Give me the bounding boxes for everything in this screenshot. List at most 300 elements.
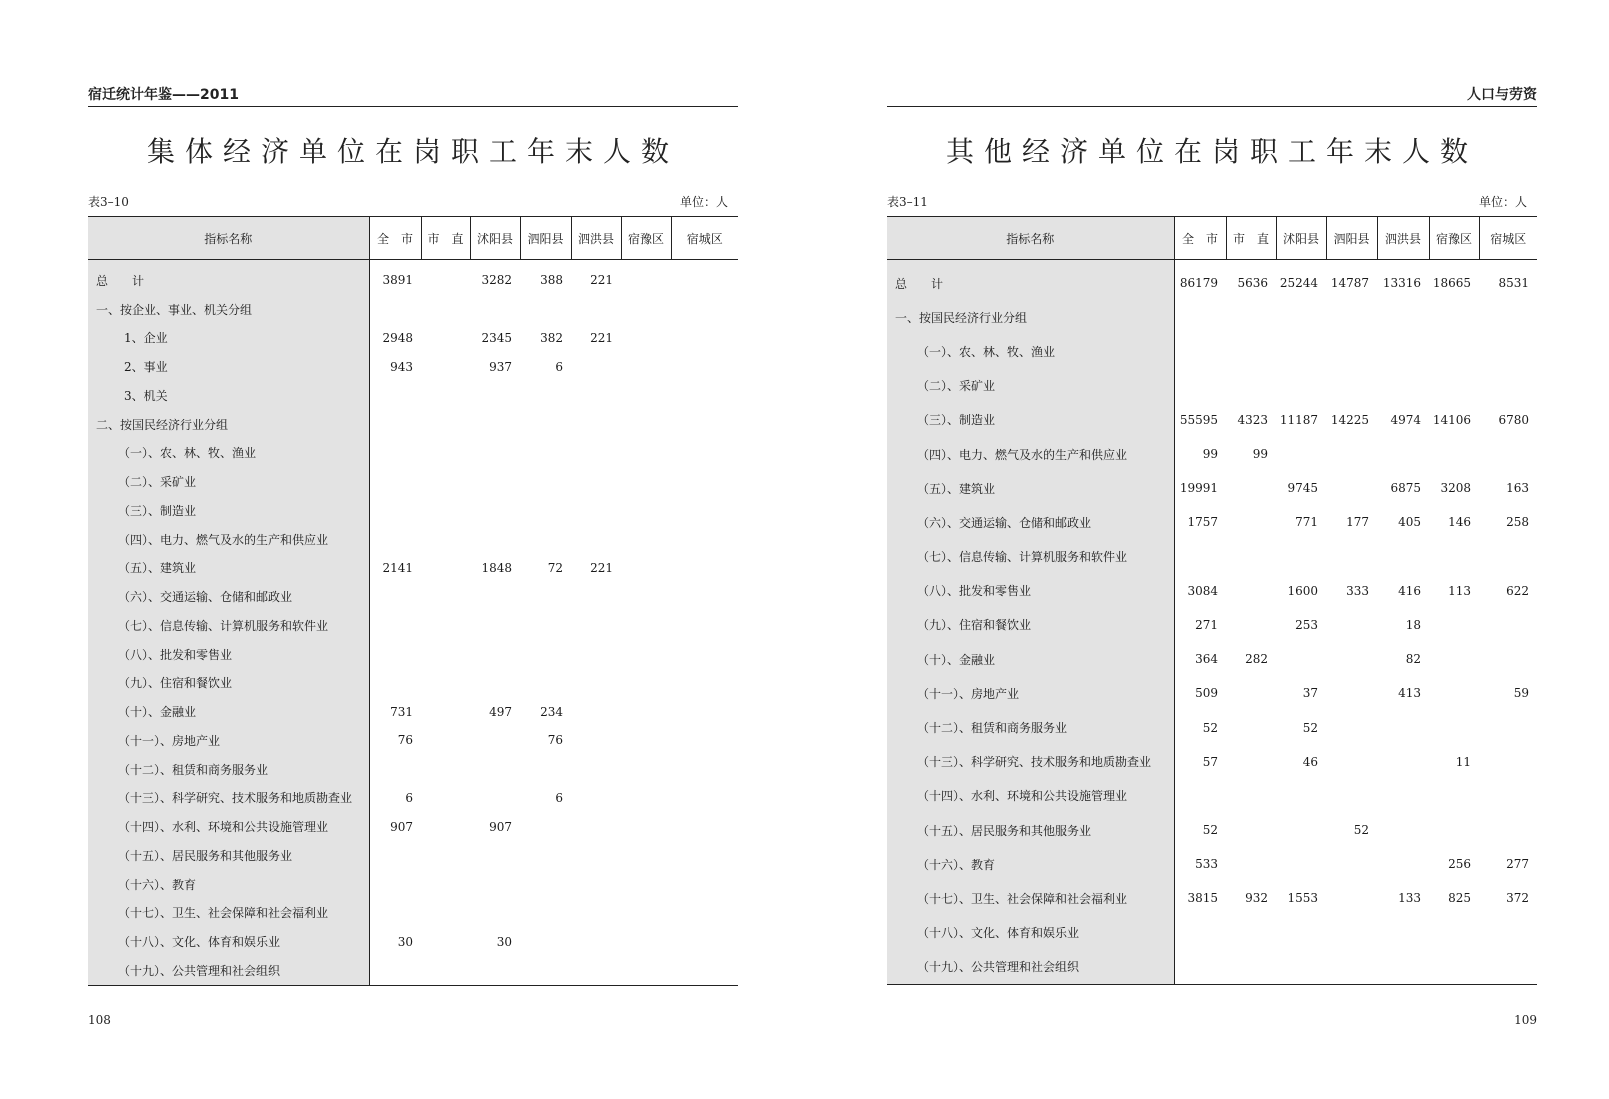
row-label: （三）、制造业 [887,403,1174,437]
row-label: （九）、住宿和餐饮业 [887,608,1174,642]
table-cell [1276,916,1326,950]
table-cell: 937 [489,359,512,374]
table-cell: 14225 [1330,412,1369,427]
table-cell: 146 [1448,515,1471,530]
table-cell: 221 [590,330,613,345]
table-cell [421,295,470,324]
table-cell [1326,437,1377,471]
table-cell [621,439,671,468]
table-cell [671,410,738,439]
table-row [887,779,1537,813]
table-cell [1326,847,1377,881]
table-row [887,574,1537,608]
table-row [88,841,738,870]
table-cell [520,640,571,669]
table-row [88,439,738,468]
table-cell [1377,437,1429,471]
table-cell [1174,334,1226,368]
row-label: （七）、信息传输、计算机服务和软件业 [887,540,1174,574]
table-cell: 6780 [1498,412,1529,427]
table-cell: 221 [590,273,613,288]
column-header: 泗阳县 [1326,217,1377,260]
table-cell [421,899,470,928]
table-cell: 19991 [1179,481,1218,496]
table-cell [1479,300,1537,334]
table-cell [421,956,470,985]
row-label: （十一）、房地产业 [88,726,369,755]
table-cell [1174,950,1226,985]
table-cell [520,582,571,611]
table-cell [671,784,738,813]
table-cell [1326,642,1377,676]
table-cell [1479,950,1537,985]
table-row [887,369,1537,403]
table-cell: 113 [1448,583,1471,598]
table-number: 表3–10 [88,195,129,209]
table-row [88,582,738,611]
data-table [88,216,738,986]
table-cell: 76 [547,733,563,748]
table-cell [1479,916,1537,950]
table-cell: 99 [1202,447,1218,462]
table-cell [1276,642,1326,676]
row-label: （五）、建筑业 [887,471,1174,505]
row-label: （十六）、教育 [88,870,369,899]
table-cell [520,525,571,554]
table-cell [621,841,671,870]
table-cell: 13316 [1382,276,1421,291]
table-cell [621,726,671,755]
table-cell [671,439,738,468]
table-cell [1479,437,1537,471]
table-cell [1326,881,1377,915]
table-cell [520,870,571,899]
table-cell [621,611,671,640]
table-row [887,437,1537,471]
table-cell [421,582,470,611]
table-cell [671,927,738,956]
table-cell [571,841,621,870]
table-cell: 907 [390,819,413,834]
table-row [88,611,738,640]
table-row [88,697,738,726]
table-cell [1174,779,1226,813]
table-cell [1226,950,1276,985]
row-label: （十六）、教育 [887,847,1174,881]
table-row [88,467,738,496]
table-cell [369,496,421,525]
table-cell: 282 [1245,652,1268,667]
table-cell [671,467,738,496]
table-cell [1226,847,1276,881]
table-row [887,540,1537,574]
table-row [887,471,1537,505]
table-cell [1429,437,1479,471]
table-cell [1377,779,1429,813]
table-cell [671,381,738,410]
row-label: （十）、金融业 [88,697,369,726]
table-cell: 4323 [1237,412,1268,427]
table-cell [1174,300,1226,334]
table-cell: 5636 [1237,276,1268,291]
table-cell [671,812,738,841]
table-cell [621,956,671,985]
row-label: 一、按企业、事业、机关分组 [88,295,369,324]
table-row [88,554,738,583]
table-row [887,676,1537,710]
table-cell [671,582,738,611]
table-cell [571,669,621,698]
table-row [88,352,738,381]
table-cell: 37 [1302,686,1318,701]
table-cell [1429,540,1479,574]
table-cell [369,525,421,554]
table-row [88,899,738,928]
table-cell [421,870,470,899]
table-row [88,640,738,669]
table-cell: 388 [540,273,563,288]
table-cell [621,640,671,669]
table-cell [421,611,470,640]
table-cell [421,467,470,496]
table-cell: 234 [540,704,563,719]
table-row [88,381,738,410]
table-cell [369,611,421,640]
table-cell [1276,369,1326,403]
table-cell: 6 [555,790,563,805]
table-cell: 4974 [1390,412,1421,427]
table-cell [470,439,520,468]
table-cell [1479,779,1537,813]
table-cell [421,784,470,813]
table-cell [621,927,671,956]
row-label: （十二）、租赁和商务服务业 [88,755,369,784]
table-cell: 3208 [1440,481,1471,496]
table-cell: 55595 [1179,412,1218,427]
table-cell: 14787 [1330,276,1369,291]
table-cell: 76 [397,733,413,748]
table-cell [1226,300,1276,334]
table-row [88,295,738,324]
table-cell [1429,779,1479,813]
right-page [887,0,1537,1099]
table-cell [1276,950,1326,985]
table-cell: 1600 [1287,583,1318,598]
table-cell [520,669,571,698]
table-cell [369,381,421,410]
row-label: （六）、交通运输、仓储和邮政业 [88,582,369,611]
running-head: 人口与劳资 [887,84,1537,107]
table-cell: 221 [590,560,613,575]
table-row [88,324,738,353]
table-row [887,950,1537,985]
table-cell [1226,334,1276,368]
table-cell [1276,779,1326,813]
table-cell [1276,813,1326,847]
table-cell [621,582,671,611]
table-cell [421,324,470,353]
table-cell: 6875 [1390,481,1421,496]
table-row [887,505,1537,539]
table-cell [1429,916,1479,950]
column-header: 泗洪县 [1377,217,1429,260]
row-label: （十五）、居民服务和其他服务业 [88,841,369,870]
table-cell: 382 [540,330,563,345]
table-row [88,525,738,554]
table-row [88,870,738,899]
table-cell [1326,608,1377,642]
table-cell: 18 [1405,617,1421,632]
table-row [887,300,1537,334]
table-cell [1276,437,1326,471]
table-cell [369,841,421,870]
table-cell [1479,642,1537,676]
table-cell: 509 [1195,686,1218,701]
table-cell [571,956,621,985]
row-label: （一）、农、林、牧、渔业 [88,439,369,468]
table-cell [621,352,671,381]
table-cell [369,870,421,899]
table-cell [671,726,738,755]
table-cell [520,439,571,468]
table-cell [571,525,621,554]
table-cell [621,295,671,324]
table-cell [369,439,421,468]
row-label: 二、按国民经济行业分组 [88,410,369,439]
table-cell [1429,813,1479,847]
table-cell: 52 [1202,823,1218,838]
table-cell [1174,916,1226,950]
row-label: （一）、农、林、牧、渔业 [887,334,1174,368]
table-cell: 256 [1448,857,1471,872]
table-cell: 333 [1346,583,1369,598]
row-label: （十八）、文化、体育和娱乐业 [887,916,1174,950]
table-cell [470,956,520,985]
table-cell [1429,710,1479,744]
table-row [887,813,1537,847]
table-cell [621,784,671,813]
table-cell: 2141 [382,560,413,575]
table-cell [1226,916,1276,950]
table-cell [571,582,621,611]
row-label: （十三）、科学研究、技术服务和地质勘查业 [887,745,1174,779]
table-row [88,927,738,956]
table-cell: 11187 [1279,412,1318,427]
table-cell [621,697,671,726]
table-cell [621,870,671,899]
row-label: 一、按国民经济行业分组 [887,300,1174,334]
table-cell [1326,676,1377,710]
row-label: （十五）、居民服务和其他服务业 [887,813,1174,847]
table-cell [470,870,520,899]
table-cell [470,726,520,755]
table-meta [88,193,728,209]
row-label: （十）、金融业 [887,642,1174,676]
table-cell: 6 [405,790,413,805]
table-cell [520,496,571,525]
table-cell [621,410,671,439]
table-cell [571,611,621,640]
row-label: 总 计 [88,260,369,295]
header-indicator-name: 指标名称 [88,217,369,260]
table-number: 表3–11 [887,195,928,209]
table-cell [1276,847,1326,881]
table-cell [1429,608,1479,642]
table-cell [1174,369,1226,403]
table-cell [1226,608,1276,642]
table-cell: 30 [397,934,413,949]
page-number: 108 [88,1013,111,1027]
table-cell [369,755,421,784]
table-cell [1479,540,1537,574]
row-label: （十八）、文化、体育和娱乐业 [88,927,369,956]
table-cell [1226,813,1276,847]
row-label: （十四）、水利、环境和公共设施管理业 [88,812,369,841]
table-cell [671,899,738,928]
table-cell [470,295,520,324]
table-meta [887,193,1527,209]
table-cell [571,439,621,468]
table-cell [421,381,470,410]
table-cell [1326,950,1377,985]
table-cell [1326,471,1377,505]
table-cell [1377,300,1429,334]
table-row [887,916,1537,950]
table-cell [671,640,738,669]
table-cell [470,496,520,525]
table-row [88,669,738,698]
left-page [88,0,738,1099]
table-cell: 8531 [1498,276,1529,291]
table-cell [621,899,671,928]
table-cell [369,640,421,669]
table-title: 集体经济单位在岗职工年末人数 [146,135,679,168]
table-row [887,334,1537,368]
header-indicator-name: 指标名称 [887,217,1174,260]
table-cell [571,784,621,813]
table-cell [1429,300,1479,334]
unit-label: 单位：人 [679,195,728,209]
unit-label: 单位：人 [1478,195,1527,209]
table-cell [1326,779,1377,813]
column-header: 宿豫区 [1429,217,1479,260]
table-cell [520,812,571,841]
row-label: （十九）、公共管理和社会组织 [887,950,1174,985]
row-label: （十三）、科学研究、技术服务和地质勘查业 [88,784,369,813]
table-row [887,745,1537,779]
table-cell: 277 [1506,857,1529,872]
table-cell [421,755,470,784]
table-cell: 14106 [1432,412,1471,427]
row-label: （八）、批发和零售业 [887,574,1174,608]
table-cell [1226,710,1276,744]
table-cell: 9745 [1287,481,1318,496]
table-cell [1429,334,1479,368]
table-cell: 413 [1398,686,1421,701]
table-cell [1377,950,1429,985]
table-cell: 943 [390,359,413,374]
row-label: （七）、信息传输、计算机服务和软件业 [88,611,369,640]
row-label: 总 计 [887,260,1174,301]
row-label: （十九）、公共管理和社会组织 [88,956,369,985]
column-header: 市 直 [421,217,470,260]
table-cell [421,726,470,755]
table-row [887,847,1537,881]
table-cell: 907 [489,819,512,834]
table-cell [1377,369,1429,403]
table-cell [369,899,421,928]
table-cell [671,525,738,554]
table-cell [1326,540,1377,574]
table-row [887,881,1537,915]
table-cell [571,726,621,755]
table-cell [1429,676,1479,710]
table-cell [1326,710,1377,744]
table-cell [671,697,738,726]
table-cell: 1553 [1287,891,1318,906]
table-cell [671,260,738,295]
table-cell [421,554,470,583]
table-cell [470,582,520,611]
table-row [88,260,738,295]
table-cell [369,467,421,496]
column-header: 宿城区 [671,217,738,260]
table-cell: 416 [1398,583,1421,598]
table-cell: 1848 [481,560,512,575]
table-cell: 177 [1346,515,1369,530]
table-cell [571,381,621,410]
table-cell [1326,916,1377,950]
table-cell: 72 [547,560,563,575]
column-header: 全 市 [1174,217,1226,260]
table-cell [421,410,470,439]
table-cell [571,697,621,726]
table-cell: 3815 [1187,891,1218,906]
table-row [88,496,738,525]
table-row [887,403,1537,437]
table-cell [1326,745,1377,779]
table-cell [470,640,520,669]
table-cell [671,669,738,698]
table-cell [1377,847,1429,881]
table-cell [1226,505,1276,539]
row-label: 1、企业 [88,324,369,353]
table-cell: 533 [1195,857,1218,872]
column-header: 市 直 [1226,217,1276,260]
table-cell [1377,916,1429,950]
table-cell [671,554,738,583]
table-cell: 3891 [382,273,413,288]
table-cell [421,439,470,468]
table-cell: 133 [1398,891,1421,906]
table-cell [571,927,621,956]
column-header: 沭阳县 [470,217,520,260]
table-cell [621,812,671,841]
table-row [887,260,1537,301]
row-label: （三）、制造业 [88,496,369,525]
table-cell: 825 [1448,891,1471,906]
table-cell [520,410,571,439]
table-cell [1479,334,1537,368]
table-cell [421,525,470,554]
running-head: 宿迁统计年鉴——2011 [88,84,738,107]
table-cell: 57 [1202,754,1218,769]
table-cell: 59 [1513,686,1529,701]
table-cell [421,496,470,525]
table-row [887,710,1537,744]
column-header: 沭阳县 [1276,217,1326,260]
table-cell [571,467,621,496]
